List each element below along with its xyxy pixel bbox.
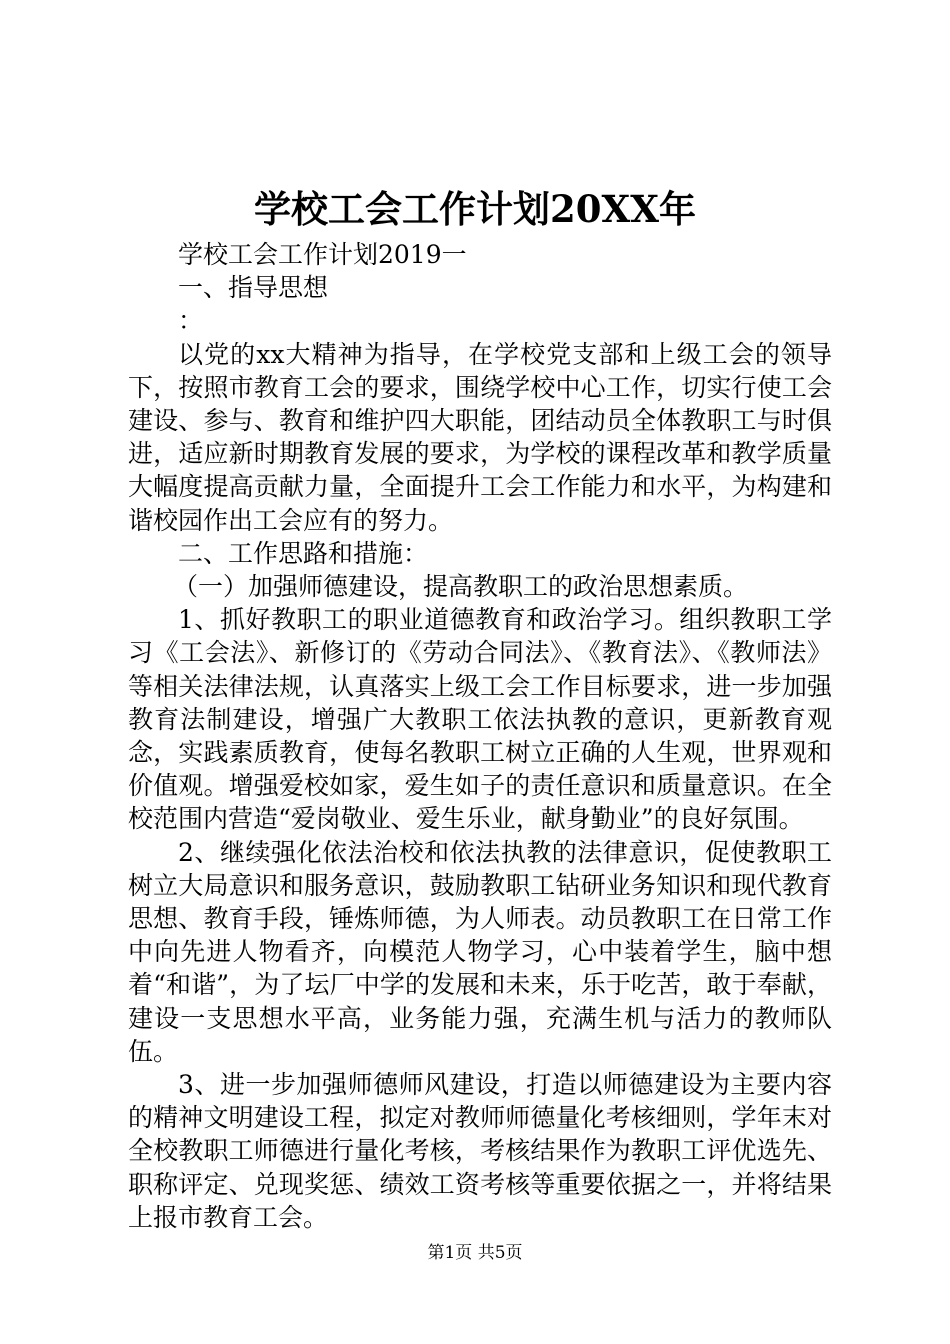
paragraph-section-work-ideas: 二、工作思路和措施： (178, 538, 429, 568)
paragraph-heading-plan: 学校工会工作计划2019一 (178, 240, 467, 269)
paragraph-guiding-thought-body: 以党的xx大精神为指导，在学校党支部和上级工会的领导下，按照市教育工会的要求，围绕学校中心工作，切实行使工会建设、参与、教育和维护四大职能，团结动员全体教职工与时俱进，适应新时期教育发展的要求，为学校的课程改革和教学质量大幅度提高贡献力量，全面提升工会工作能力和水平，为构建和谐校园作出工会应有的努力。 (128, 339, 832, 535)
page-number-footer: 第1页 共5页 (427, 1243, 523, 1263)
paragraph-colon: ： (178, 306, 204, 336)
document-title: 学校工会工作计划20XX年 (254, 187, 696, 231)
paragraph-item-2: 2、继续强化依法治校和依法执教的法律意识，促使教职工树立大局意识和服务意识，鼓励教职工钻研业务知识和现代教育思想、教育手段，锤炼师德，为人师表。动员教职工在日常工作中向先进人物看齐，向模范人物学习，心中装着学生，脑中想着“和谐”，为了坛厂中学的发展和未来，乐于吃苦，敢于奉献，建设一支思想水平高，业务能力强，充满生机与活力的教师队伍。 (128, 837, 832, 1066)
paragraph-subsection-ethics: （一）加强师德建设，提高教职工的政治思想素质。 (173, 572, 749, 602)
paragraph-item-1: 1、抓好教职工的职业道德教育和政治学习。组织教职工学习《工会法》、新修订的《劳动合同法》、《教育法》、《教师法》等相关法律法规，认真落实上级工会工作目标要求，进一步加强教育法制建设，增强广大教职工依法执教的意识，更新教育观念，实践素质教育，使每名教职工树立正确的人生观，世界观和价值观。增强爱校如家，爱生如子的责任意识和质量意识。在全校范围内营造“爱岗敬业、爱生乐业，献身勤业”的良好氛围。 (128, 605, 832, 834)
paragraph-section-guiding-thought: 一、指导思想 (178, 273, 329, 303)
paragraph-item-3: 3、进一步加强师德师风建设，打造以师德建设为主要内容的精神文明建设工程，拟定对教师师德量化考核细则，学年末对全校教职工师德进行量化考核，考核结果作为教职工评优选先、职称评定、兑现奖惩、绩效工资考核等重要依据之一，并将结果上报市教育工会。 (128, 1070, 832, 1232)
document-body (128, 238, 832, 1234)
